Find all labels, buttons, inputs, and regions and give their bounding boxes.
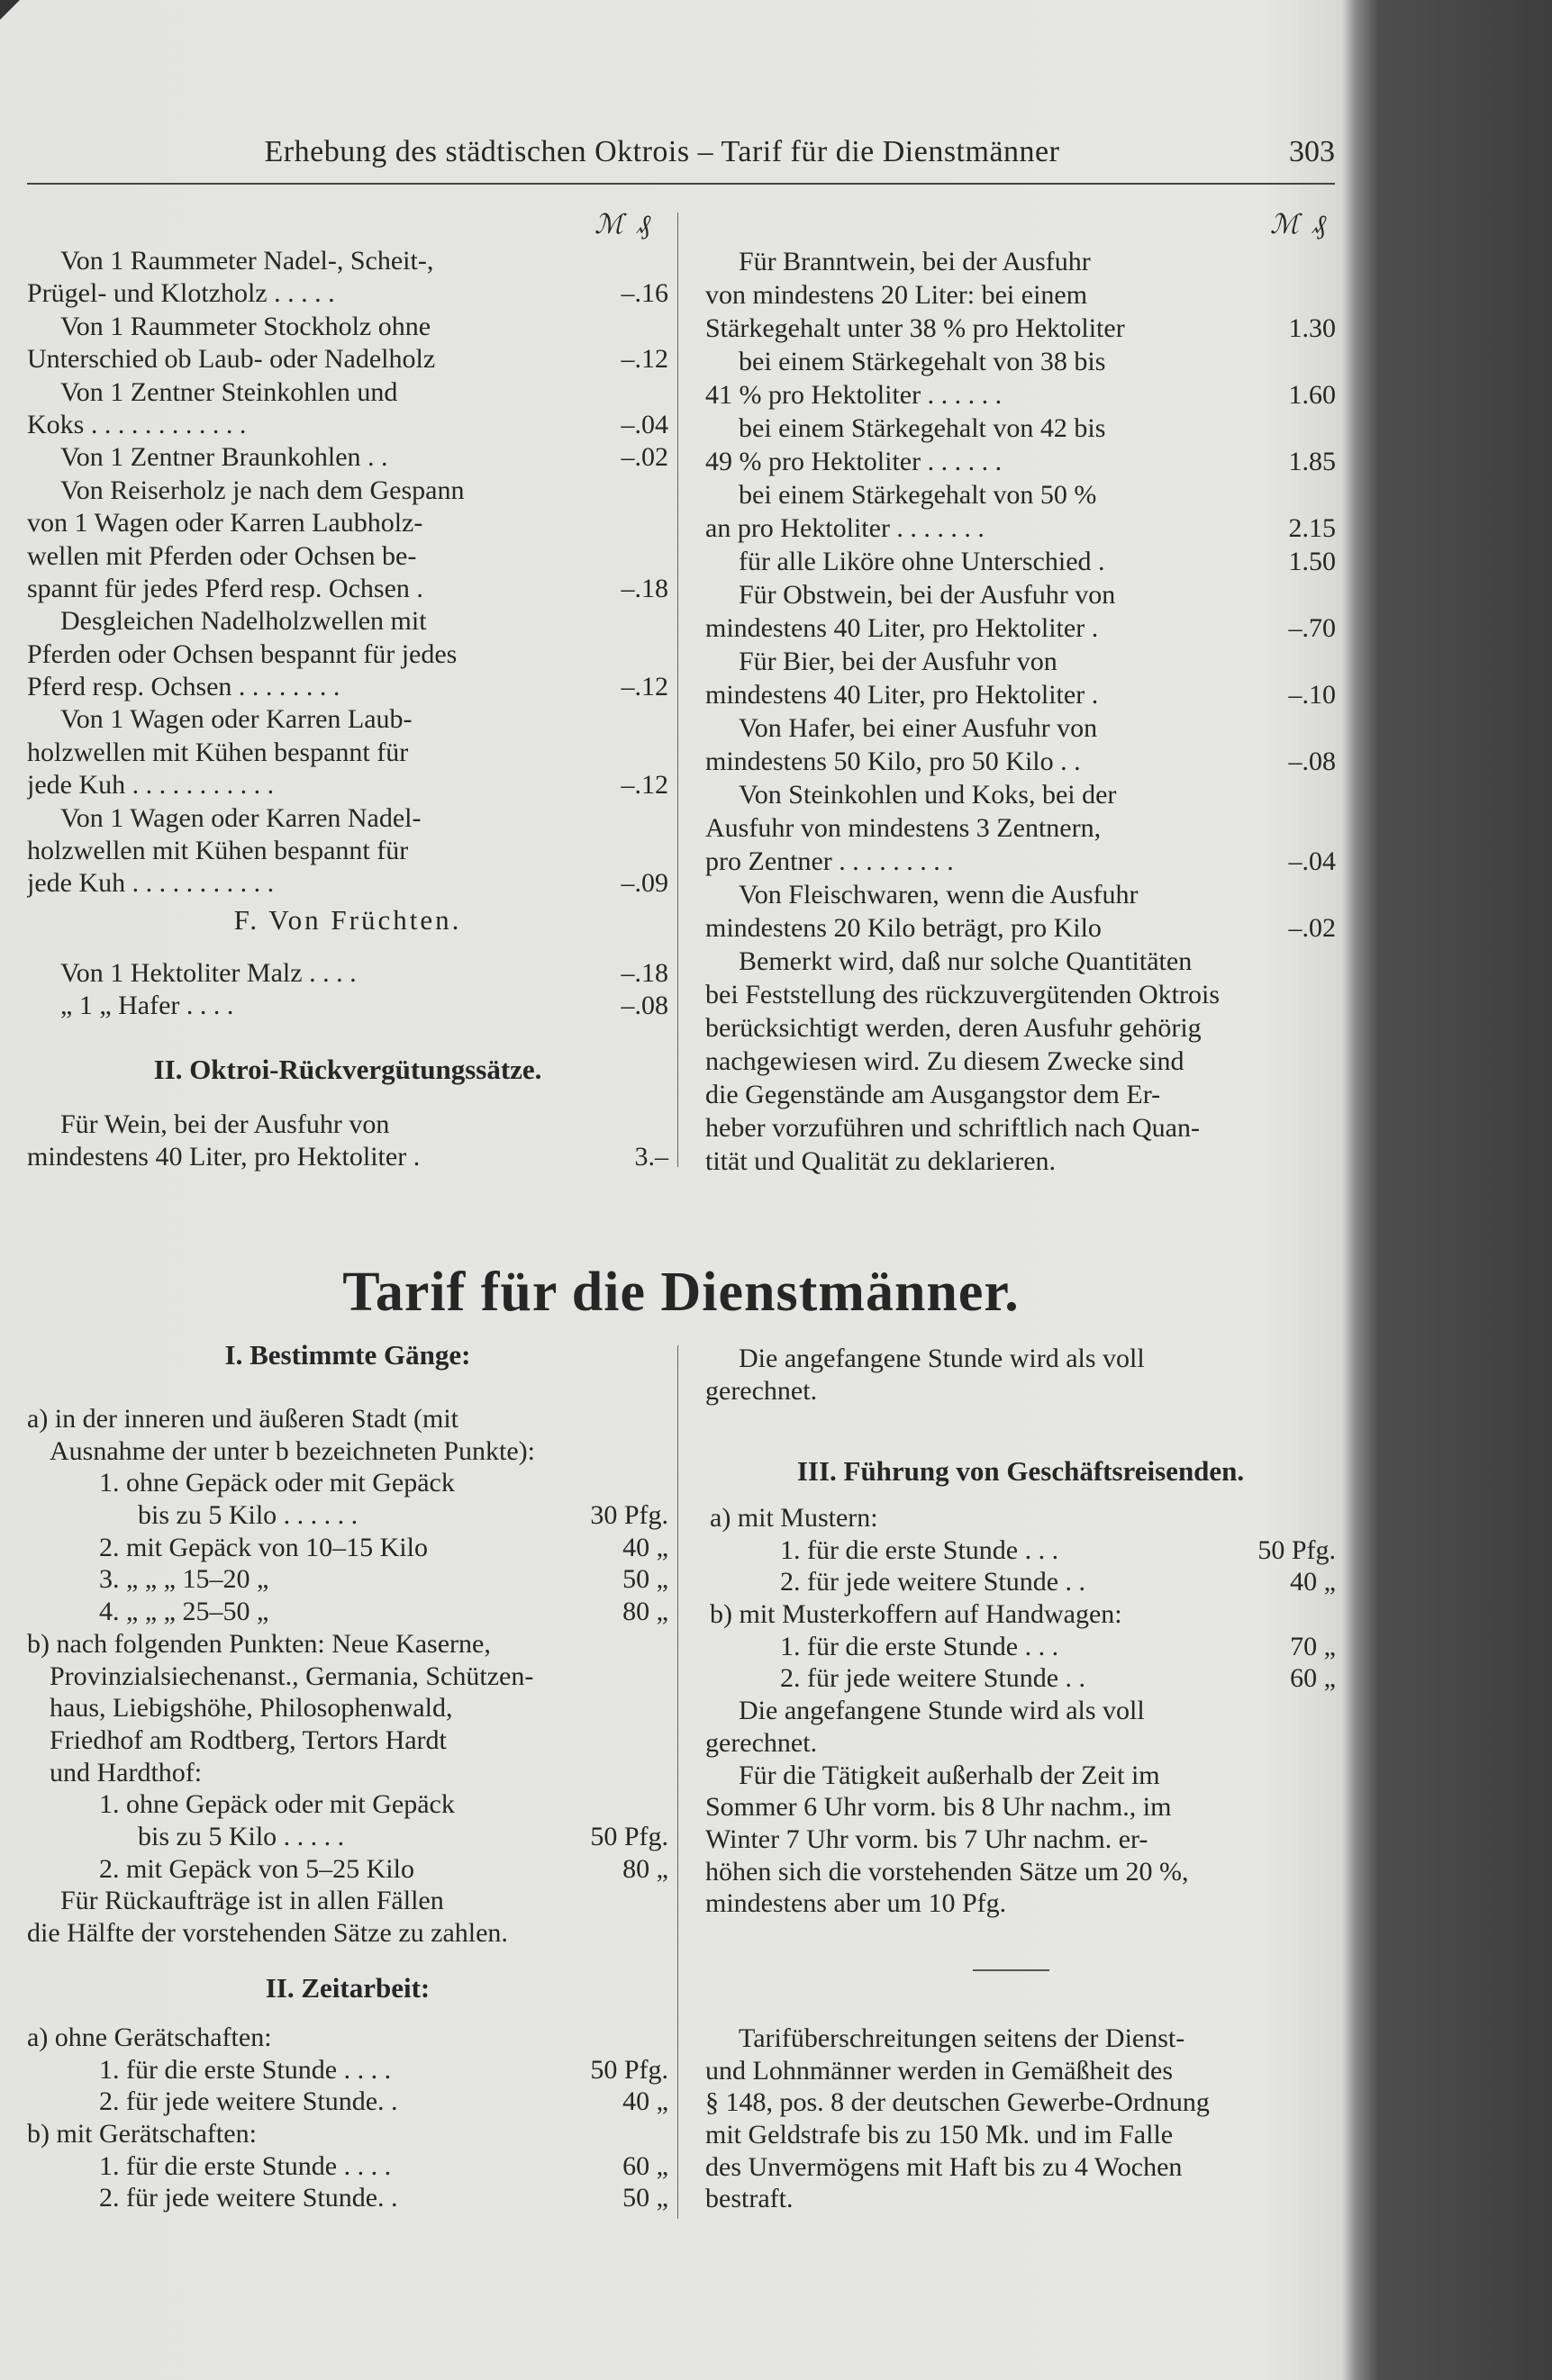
fruits-heading: F. Von Früchten. [233,904,462,936]
text-line [705,1534,1336,1567]
text-line [705,1760,1336,1792]
text-line [27,475,668,507]
line-text: Für Wein, bei der Ausfuhr von [60,1109,390,1139]
pfennig-symbol: ₰ [1312,210,1327,240]
text-line [705,1145,1336,1178]
line-text: Tarifüberschreitungen seitens der Dienst- [739,2023,1185,2053]
line-text: Stärkegehalt unter 38 % pro Hektoliter [705,313,1125,343]
text-line [27,1532,668,1564]
text-line [705,1823,1336,1856]
mark-symbol: ℳ [1270,210,1300,240]
pfennig-symbol: ₰ [637,210,651,240]
line-text: die Hälfte der vorstehenden Sätze zu zahlen. [27,1918,508,1948]
line-text: von 1 Wagen oder Karren Laubholz- [27,508,423,538]
line-text: haus, Liebigshöhe, Philosophenwald, [50,1693,453,1724]
line-amount: –.02 [1288,913,1336,943]
line-text: 2. für jede weitere Stunde. . [99,2086,398,2117]
line-text: bei einem Stärkegehalt von 50 % [739,480,1097,510]
line-text: spannt für jedes Pferd resp. Ochsen . [27,573,423,603]
text-line [705,811,1336,845]
text-line [705,1887,1336,1920]
line-amount: 40 „ [1290,1567,1336,1597]
text-line [705,245,1336,278]
section1-list [27,1403,668,1950]
line-text: Friedhof am Rodtberg, Tertors Hardt [50,1724,447,1755]
text-line [27,769,668,801]
line-amount: –.08 [621,991,668,1021]
line-text: 2. für jede weitere Stunde. . [99,2183,398,2213]
line-text: 49 % pro Hektoliter . . . . . . [705,447,1003,476]
line-text: Ausnahme der unter b bezeichneten Punkte): [50,1435,535,1466]
text-line [27,867,668,900]
line-text: Von 1 Raummeter Stockholz ohne [60,311,431,341]
line-text: bei einem Stärkegehalt von 38 bis [739,347,1106,376]
line-text: Unterschied ob Laub- oder Nadelholz [27,344,436,375]
line-text: für alle Liköre ohne Unterschied . [739,547,1105,576]
text-line [705,678,1336,711]
text-line [705,278,1336,312]
line-text: Sommer 6 Uhr vorm. bis 8 Uhr nachm., im [705,1792,1172,1823]
text-line [27,1724,668,1757]
fruits-list [27,957,668,1023]
text-line [705,1111,1336,1145]
line-text: Desgleichen Nadelholzwellen mit [60,606,427,637]
line-amount: 80 „ [622,1853,668,1884]
line-amount: 50 „ [622,2183,668,2213]
text-line [27,409,668,441]
line-text: „ 1 „ Hafer . . . . [60,991,234,1021]
page-corner-shadow [0,0,20,20]
text-line [27,1403,668,1435]
header-rule [27,183,1335,185]
line-text: mindestens 20 Kilo beträgt, pro Kilo [705,913,1102,943]
text-line [27,2150,668,2183]
line-amount: –.16 [621,278,668,309]
text-line [27,1757,668,1789]
text-line [705,745,1336,778]
oktroi-right-list [705,245,1336,1178]
line-text: 2. mit Gepäck von 10–15 Kilo [99,1532,428,1562]
line-amount: –.12 [621,344,668,375]
text-line [27,1109,668,1141]
line-text: 1. für die erste Stunde . . . . [99,2150,392,2181]
penalty-list [705,2023,1336,2215]
section2-list [27,2022,668,2214]
line-text: Die angefangene Stunde wird als voll [739,1696,1145,1726]
line-text: jede Kuh . . . . . . . . . . . [27,770,275,801]
text-line [705,1791,1336,1823]
tarif-title: Tarif für die Dienstmänner. [342,1262,1020,1323]
line-amount: 3.– [634,1142,668,1172]
section2-heading: II. Zeitarbeit: [265,1972,431,2004]
text-line [705,611,1336,645]
line-text: von mindestens 20 Liter: bei einem [705,280,1088,310]
line-text: bei Feststellung des rückzuvergütenden Oktrois [705,980,1220,1009]
line-text: 1. für die erste Stunde . . . . [99,2054,392,2085]
column-divider [677,1345,678,2219]
text-line [27,2118,668,2150]
line-text: bestraft. [705,2184,794,2214]
section3-list [705,1502,1336,1920]
text-line [27,1628,668,1661]
line-amount: 2.15 [1288,513,1336,543]
line-amount: –.18 [621,958,668,988]
line-text: holzwellen mit Kühen bespannt für [27,737,409,767]
line-text: Von 1 Zentner Braunkohlen . . [60,442,388,473]
line-text: a) mit Mustern: [710,1503,878,1533]
line-text: des Unvermögens mit Haft bis zu 4 Wochen [705,2151,1183,2182]
text-line [27,441,668,474]
line-amount: –.70 [1288,613,1336,643]
text-line [27,1788,668,1821]
line-text: die Gegenstände am Ausgangstor dem Er- [705,1080,1161,1109]
text-line [27,1853,668,1886]
text-line [705,511,1336,545]
mark-symbol: ℳ [594,210,624,240]
text-line [705,345,1336,378]
text-line [27,1467,668,1499]
line-text: § 148, pos. 8 der deutschen Gewerbe-Ordnung [705,2087,1210,2118]
line-text: b) mit Gerätschaften: [27,2119,257,2149]
text-line [27,1661,668,1693]
text-line [705,1502,1336,1534]
text-line [705,1078,1336,1111]
text-line [27,1692,668,1724]
line-text: Von Reiserholz je nach dem Gespann [60,475,465,505]
text-line [705,1695,1336,1727]
line-text: Von 1 Hektoliter Malz . . . . [60,958,357,988]
line-text: Die angefangene Stunde wird als voll [739,1344,1145,1373]
line-amount: 50 Pfg. [590,1821,668,1851]
text-line [27,376,668,409]
text-line [27,1596,668,1628]
line-text: Von Steinkohlen und Koks, bei der [739,780,1117,810]
text-line [27,2182,668,2214]
text-line [705,2183,1336,2215]
text-line [705,778,1336,811]
text-line [27,671,668,703]
line-text: Pferd resp. Ochsen . . . . . . . . [27,672,340,702]
text-line [705,412,1336,445]
text-line [705,2055,1336,2087]
line-text: 1. ohne Gepäck oder mit Gepäck [99,1789,455,1820]
text-line [705,1598,1336,1631]
line-text: tität und Qualität zu deklarieren. [705,1146,1057,1176]
line-text: berücksichtigt werden, deren Ausfuhr gehörig [705,1013,1202,1043]
line-amount: –.12 [621,770,668,801]
text-line [705,545,1336,578]
text-line [705,1375,1336,1407]
text-line [705,911,1336,945]
text-line [27,1141,668,1173]
text-line [27,990,668,1022]
text-line [705,1631,1336,1663]
line-text: Prügel- und Klotzholz . . . . . [27,278,335,309]
line-amount: 70 „ [1290,1631,1336,1661]
line-text: mindestens 50 Kilo, pro 50 Kilo . . [705,747,1081,776]
line-amount: –.02 [621,442,668,473]
line-amount: 50 „ [622,1564,668,1595]
line-text: Für Bier, bei der Ausfuhr von [739,647,1057,676]
section3-heading: III. Führung von Geschäftsreisenden. [796,1455,1245,1487]
text-line [705,845,1336,878]
text-line [705,312,1336,345]
text-line [27,1435,668,1468]
line-amount: –.09 [621,868,668,899]
line-text: mit Geldstrafe bis zu 150 Mk. und im Falle [705,2120,1174,2150]
line-text: Von 1 Raummeter Nadel-, Scheit-, [60,246,434,276]
line-amount: 80 „ [622,1597,668,1627]
line-text: Bemerkt wird, daß nur solche Quantitäten [739,946,1193,976]
line-amount: 50 Pfg. [590,2054,668,2085]
line-text: 41 % pro Hektoliter . . . . . . [705,380,1003,410]
text-line [705,1011,1336,1045]
text-line [705,1566,1336,1598]
separator-rule [973,1969,1049,1971]
text-line [27,1885,668,1917]
text-line [27,277,668,310]
line-text: 2. für jede weitere Stunde . . [780,1663,1086,1694]
text-line [705,578,1336,611]
refund-list [27,1109,668,1174]
line-amount: –.04 [621,409,668,439]
text-line [705,478,1336,511]
line-text: Von 1 Wagen oder Karren Nadel- [60,802,422,833]
text-line [27,573,668,605]
text-line [27,2054,668,2086]
line-text: Für Obstwein, bei der Ausfuhr von [739,580,1116,610]
text-line [705,2119,1336,2151]
line-text: jede Kuh . . . . . . . . . . . [27,868,275,899]
line-amount: 40 „ [622,1532,668,1562]
line-amount: –.10 [1288,680,1336,710]
text-line [705,711,1336,745]
line-text: wellen mit Pferden oder Ochsen be- [27,540,417,571]
line-amount: 1.30 [1288,313,1336,343]
line-text: Für die Tätigkeit außerhalb der Zeit im [739,1760,1160,1790]
line-amount: –.04 [1288,846,1336,876]
text-line [705,878,1336,911]
text-line [27,1499,668,1532]
text-line [27,737,668,769]
text-line [705,378,1336,412]
text-line [27,245,668,277]
line-text: b) mit Musterkoffern auf Handwagen: [710,1599,1122,1630]
text-line [27,703,668,736]
line-text: b) nach folgenden Punkten: Neue Kaserne, [27,1628,491,1659]
line-text: Von 1 Zentner Steinkohlen und [60,376,398,407]
line-amount: 30 Pfg. [590,1500,668,1531]
line-text: mindestens 40 Liter, pro Hektoliter . [27,1142,421,1172]
line-text: gerechnet. [705,1375,818,1406]
text-line [27,1821,668,1853]
line-text: Von 1 Wagen oder Karren Laub- [60,704,413,735]
text-line [705,978,1336,1011]
line-text: Koks . . . . . . . . . . . . [27,409,247,439]
line-text: 1. für die erste Stunde . . . [780,1534,1059,1565]
line-text: an pro Hektoliter . . . . . . . [705,513,985,543]
text-line [705,645,1336,678]
text-line [705,1856,1336,1888]
text-line [27,507,668,539]
line-text: 2. mit Gepäck von 5–25 Kilo [99,1853,414,1884]
line-text: pro Zentner . . . . . . . . . [705,846,954,876]
line-text: a) in der inneren und äußeren Stadt (mit [27,1404,459,1434]
text-line [27,835,668,867]
text-line [27,540,668,573]
line-text: Provinzialsiechenanst., Germania, Schützen- [50,1661,534,1691]
line-text: mindestens 40 Liter, pro Hektoliter . [705,613,1099,643]
section1-heading: I. Bestimmte Gänge: [224,1339,471,1371]
line-text: Von Fleischwaren, wenn die Ausfuhr [739,880,1139,909]
text-line [705,445,1336,478]
line-text: bei einem Stärkegehalt von 42 bis [739,413,1106,443]
text-line [705,2023,1336,2055]
line-text: 2. für jede weitere Stunde . . [780,1567,1086,1597]
line-text: Für Branntwein, bei der Ausfuhr [739,247,1091,276]
line-text: heber vorzuführen und schriftlich nach Quan- [705,1113,1200,1143]
text-line [27,802,668,835]
line-text: höhen sich die vorstehenden Sätze um 20 %, [705,1856,1189,1887]
line-text: Pferden oder Ochsen bespannt für jedes [27,638,458,669]
right-top-list [705,1343,1336,1407]
line-text: gerechnet. [705,1727,818,1758]
line-amount: 1.50 [1288,547,1336,576]
line-text: holzwellen mit Kühen bespannt für [27,836,409,866]
line-text: Ausfuhr von mindestens 3 Zentnern, [705,813,1102,843]
line-amount: 1.85 [1288,447,1336,476]
text-line [705,1343,1336,1375]
text-line [705,2151,1336,2184]
line-text: und Hardthof: [50,1757,203,1787]
line-text: bis zu 5 Kilo . . . . . . [138,1500,359,1531]
text-line [705,1662,1336,1695]
text-line [27,638,668,671]
line-text: nachgewiesen wird. Zu diesem Zwecke sind [705,1046,1184,1076]
text-line [27,2022,668,2054]
line-text: und Lohnmänner werden in Gemäßheit des [705,2055,1174,2086]
line-text: Für Rückaufträge ist in allen Fällen [60,1886,444,1916]
text-line [27,1563,668,1596]
text-line [705,1727,1336,1760]
text-line [705,1045,1336,1078]
line-amount: 40 „ [622,2086,668,2117]
column-divider [677,213,678,1167]
line-text: mindestens aber um 10 Pfg. [705,1888,1007,1919]
line-text: mindestens 40 Liter, pro Hektoliter . [705,680,1099,710]
line-text: 1. ohne Gepäck oder mit Gepäck [99,1468,455,1498]
line-text: Von Hafer, bei einer Ausfuhr von [739,713,1098,743]
line-amount: –.12 [621,672,668,702]
text-line [705,945,1336,978]
currency-header-left [594,209,650,240]
line-amount: 60 „ [622,2150,668,2181]
text-line [27,311,668,343]
text-line [27,605,668,638]
line-amount: 1.60 [1288,380,1336,410]
line-amount: 50 Pfg. [1257,1534,1336,1565]
currency-header-right [1270,209,1326,240]
text-line [27,343,668,376]
line-text: 3. „ „ „ 15–20 „ [99,1564,269,1595]
line-text: a) ohne Gerätschaften: [27,2023,272,2052]
line-amount: –.08 [1288,747,1336,776]
refund-heading: II. Oktroi-Rückvergütungssätze. [153,1054,542,1085]
oktroi-left-list [27,245,668,900]
line-text: bis zu 5 Kilo . . . . . [138,1821,345,1851]
line-amount: 60 „ [1290,1663,1336,1694]
text-line [27,1917,668,1950]
line-text: Winter 7 Uhr vorm. bis 7 Uhr nachm. er- [705,1823,1148,1854]
running-header: Erhebung des städtischen Oktrois – Tarif für die Dienstmänner [264,135,1060,168]
line-text: 4. „ „ „ 25–50 „ [99,1597,269,1627]
line-text: 1. für die erste Stunde . . . [780,1631,1059,1661]
text-line [27,2086,668,2118]
page-number: 303 [1289,135,1335,168]
line-amount: –.18 [621,573,668,603]
text-line [27,957,668,990]
text-line [705,2086,1336,2119]
